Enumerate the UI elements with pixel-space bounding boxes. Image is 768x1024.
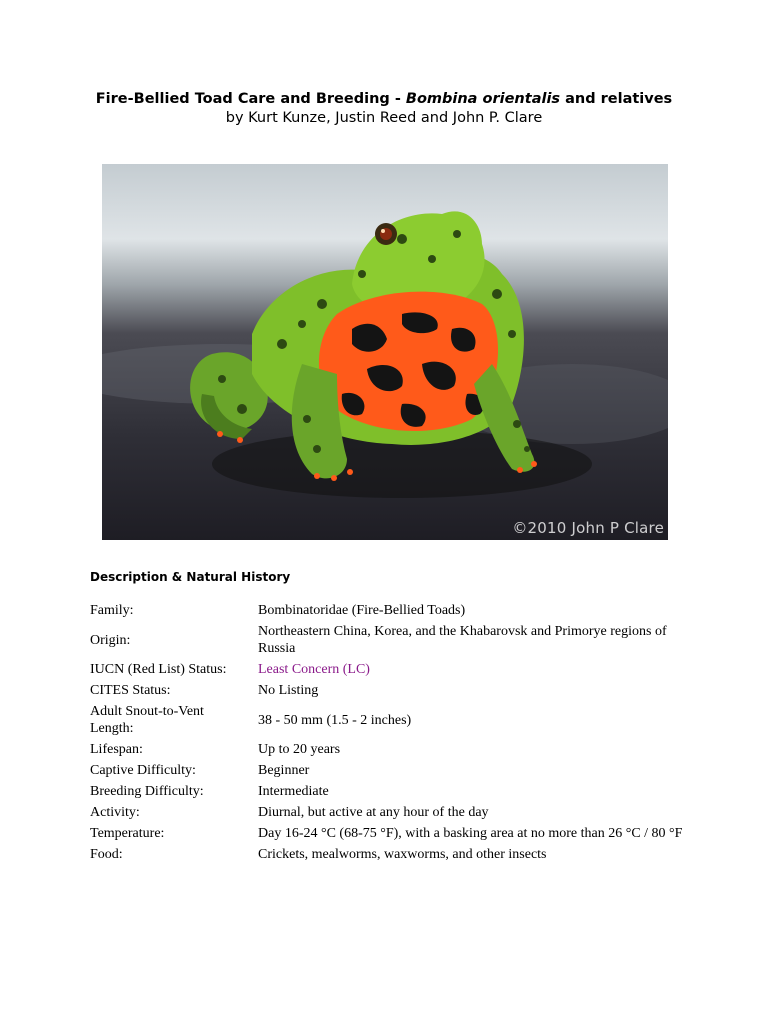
facts-table	[86, 600, 692, 865]
fact-label: Temperature:	[90, 826, 165, 841]
table-row	[86, 680, 692, 701]
fact-value: Up to 20 years	[258, 742, 341, 757]
fact-label: Adult Snout-to-Vent Length:	[90, 704, 204, 736]
fact-label: Food:	[90, 847, 123, 862]
fact-label: Family:	[90, 603, 134, 618]
fact-value: Intermediate	[258, 784, 329, 799]
table-row	[86, 802, 692, 823]
toad-illustration	[102, 164, 668, 540]
table-row	[86, 600, 692, 621]
table-row	[86, 844, 692, 865]
title-species: Bombina orientalis	[405, 91, 561, 107]
fact-label: Origin:	[90, 632, 131, 648]
table-row	[86, 823, 692, 844]
toad-photo	[102, 164, 668, 540]
table-row	[86, 781, 692, 802]
fact-value: Diurnal, but active at any hour of the day	[258, 805, 489, 820]
fact-label: CITES Status:	[90, 683, 171, 698]
fact-label: IUCN (Red List) Status:	[90, 662, 227, 677]
fact-value: Northeastern China, Korea, and the Khabarovsk and Primorye regions of Russia	[258, 624, 667, 656]
fact-label: Breeding Difficulty:	[90, 784, 204, 799]
fact-value: 38 - 50 mm (1.5 - 2 inches)	[258, 712, 412, 728]
page-title	[80, 90, 688, 108]
fact-value: Crickets, mealworms, waxworms, and other insects	[258, 847, 547, 862]
document-title-block	[80, 90, 688, 127]
fact-value: No Listing	[258, 683, 319, 698]
photo-watermark: ©2010 John P Clare	[512, 519, 664, 537]
fact-label: Activity:	[90, 805, 140, 820]
table-row	[86, 701, 692, 739]
fact-value: Beginner	[258, 763, 310, 778]
title-prefix: Fire-Bellied Toad Care and Breeding -	[95, 91, 406, 107]
table-row	[86, 760, 692, 781]
fact-label: Captive Difficulty:	[90, 763, 196, 778]
authors-line: by Kurt Kunze, Justin Reed and John P. Clare	[225, 110, 543, 126]
table-row	[86, 621, 692, 659]
fact-value: Bombinatoridae (Fire-Bellied Toads)	[258, 603, 466, 618]
fact-value-link	[254, 659, 692, 680]
table-row	[86, 659, 692, 680]
section-heading: Description & Natural History	[90, 570, 291, 584]
title-suffix: and relatives	[560, 91, 673, 107]
fact-label: Lifespan:	[90, 742, 143, 757]
table-row	[86, 739, 692, 760]
fact-value: Day 16-24 °C (68-75 °F), with a basking area at no more than 26 °C / 80 °F	[258, 826, 683, 841]
iucn-status-link[interactable]: Least Concern (LC)	[258, 662, 370, 677]
